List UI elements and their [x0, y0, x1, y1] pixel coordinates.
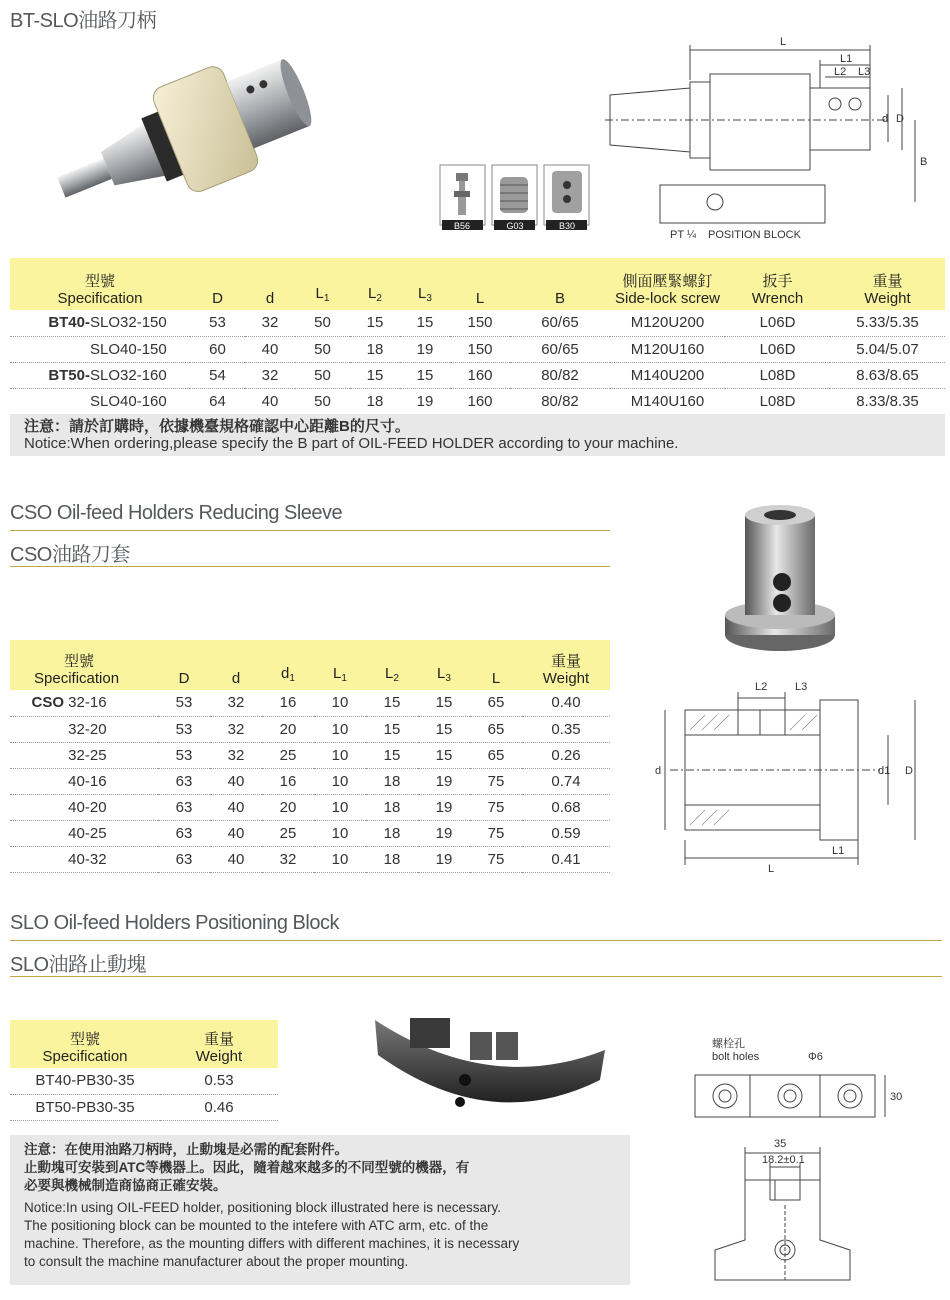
- cso-spec-table: [10, 640, 610, 873]
- accessory-label-3: B30: [558, 221, 576, 231]
- positioning-block-drawing: [690, 1035, 920, 1295]
- sleeve-dim-d1: d1: [878, 765, 891, 777]
- table-row: BT40-SLO32-150 53 32 50 15 15 150 60/65 M120U200 L06D 5.33/5.35: [10, 310, 945, 336]
- notice-en: Notice:When ordering,please specify the B part of OIL-FEED HOLDER according to your machine.: [24, 435, 679, 452]
- positioning-block-photo: [370, 1010, 610, 1135]
- accessory-label-1: B56: [453, 221, 471, 231]
- sleeve-dim-L1: L1: [832, 845, 845, 857]
- section3-notice: [10, 1135, 630, 1285]
- reducing-sleeve-photo: [720, 500, 840, 660]
- section2-rule-2: [10, 566, 610, 567]
- notice3-en-2: The positioning block can be mounted to the intefere with ATC arm, etc. of the: [24, 1218, 489, 1233]
- sleeve-dim-L: L: [768, 863, 775, 875]
- dim-L1: L1: [840, 53, 853, 65]
- dim-L2: L2: [834, 66, 847, 78]
- block-height: 30: [890, 1091, 903, 1103]
- dim-L3: L3: [858, 66, 871, 78]
- table1-header: 型號 Specification D d $L_1$ $L_2$ $L_3$ L B 側面壓緊螺釘 Side-lock screw 扳手 Wrench 重量 Weight: [10, 258, 945, 310]
- notice3-en-4: to consult the machine manufacturer about the proper mounting.: [24, 1254, 409, 1269]
- section2-rule-1: [10, 530, 610, 531]
- table-row: BT50-PB30-35 0.46: [10, 1094, 278, 1120]
- bt-slo-spec-table: [10, 258, 945, 415]
- section2-title-en: CSO Oil-feed Holders Reducing Sleeve: [10, 502, 343, 524]
- section3-title-cn: SLO油路止動塊: [10, 954, 147, 976]
- section2-title-cn: CSO油路刀套: [10, 544, 130, 566]
- dim-d: d: [882, 113, 889, 125]
- table-row: 40-25 63 40 25 10 18 19 75 0.59: [10, 820, 610, 846]
- notice3-cn-2: 止動塊可安裝到ATC等機器上。因此，隨着越來越多的不同型號的機器，有: [24, 1160, 470, 1175]
- positioning-block-table: [10, 1020, 278, 1121]
- table-row: BT50-SLO32-160 54 32 50 15 15 160 80/82 M140U200 L08D 8.63/8.65: [10, 362, 945, 388]
- notice-cn: 注意：請於訂購時，依據機臺規格確認中心距離B的尺寸。: [24, 418, 410, 435]
- table-row: 40-16 63 40 16 10 18 19 75 0.74: [10, 768, 610, 794]
- reducing-sleeve-drawing: [650, 670, 930, 875]
- section3-rule-1: [10, 940, 942, 941]
- section1-title: BT-SLO油路刀柄: [10, 10, 157, 32]
- block-width: 35: [774, 1138, 787, 1150]
- bolt-holes-cn: 螺栓孔: [712, 1038, 745, 1050]
- table-row: 40-32 63 40 32 10 18 19 75 0.41: [10, 846, 610, 872]
- dim-B: B: [920, 156, 928, 168]
- hole-diameter: Φ6: [808, 1051, 823, 1063]
- table-row: CSO 32-16 53 32 16 10 15 15 65 0.40: [10, 690, 610, 716]
- dim-D: D: [896, 113, 904, 125]
- table3-header: 型號 Specification 重量 Weight: [10, 1020, 278, 1068]
- bolt-holes-en: bolt holes: [712, 1051, 760, 1063]
- notice3-cn-3: 必要與機械制造商協商正確安裝。: [24, 1178, 227, 1193]
- section1-notice: [10, 414, 945, 456]
- accessory-icons: [440, 165, 590, 235]
- accessory-label-2: G03: [506, 221, 524, 231]
- bt-slo-holder-photo: [40, 45, 310, 225]
- sleeve-dim-L2: L2: [755, 681, 768, 693]
- sleeve-dim-D: D: [905, 765, 913, 777]
- slot-width: 18.2±0.1: [762, 1154, 805, 1166]
- table-row: 40-20 63 40 20 10 18 19 75 0.68: [10, 794, 610, 820]
- notice3-en-1: Notice:In using OIL-FEED holder, positioning block illustrated here is necessary.: [24, 1200, 501, 1215]
- dim-L: L: [780, 36, 787, 48]
- bt-slo-drawing: [600, 30, 945, 245]
- table-row: SLO40-150 60 40 50 18 19 150 60/65 M120U160 L06D 5.04/5.07: [10, 336, 945, 362]
- table2-header: 型號 Specification D d $d_1$ $L_1$ $L_2$ $L_3$ L 重量 Weight: [10, 640, 610, 690]
- section3-title-en: SLO Oil-feed Holders Positioning Block: [10, 912, 339, 934]
- sleeve-dim-d: d: [655, 765, 662, 777]
- notice3-cn-1: 注意：在使用油路刀柄時，止動塊是必需的配套附件。: [24, 1142, 348, 1157]
- table-row: 32-25 53 32 25 10 15 15 65 0.26: [10, 742, 610, 768]
- sleeve-dim-L3: L3: [795, 681, 808, 693]
- table-row: SLO40-160 64 40 50 18 19 160 80/82 M140U160 L08D 8.33/8.35: [10, 388, 945, 414]
- table-row: BT40-PB30-35 0.53: [10, 1068, 278, 1094]
- pt-label: PT ¼: [670, 229, 697, 241]
- section3-rule-2: [10, 976, 942, 977]
- notice3-en-3: machine. Therefore, as the mounting differs with different machines, it is necessary: [24, 1236, 520, 1251]
- position-block-label: POSITION BLOCK: [708, 229, 801, 241]
- table-row: 32-20 53 32 20 10 15 15 65 0.35: [10, 716, 610, 742]
